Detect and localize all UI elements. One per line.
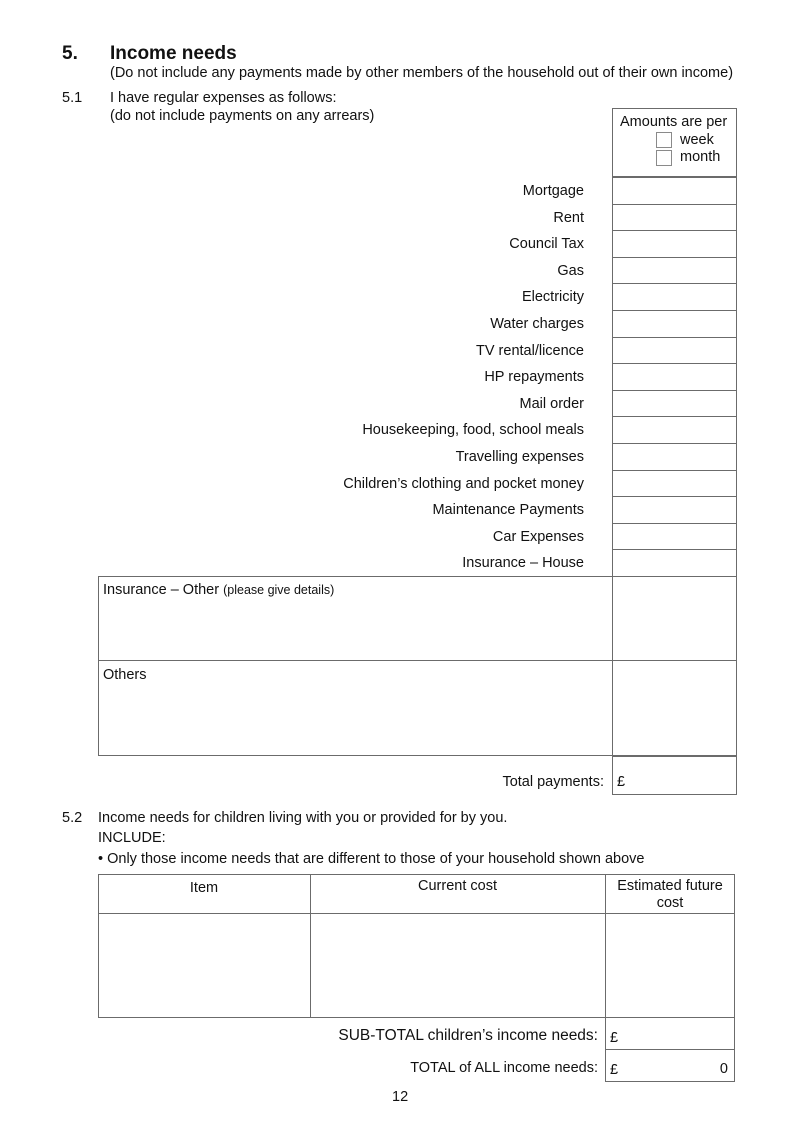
expense-label: Travelling expenses — [455, 449, 584, 465]
expense-amount-field[interactable] — [612, 204, 737, 232]
month-label: month — [680, 149, 721, 165]
expense-label: Rent — [553, 209, 584, 226]
subsection-number-5-2: 5.2 — [62, 810, 83, 826]
insurance-other-label: Insurance – Other (please give details) — [103, 582, 335, 598]
expense-label: Insurance – House — [462, 555, 584, 572]
column-header-current-cost: Current cost — [418, 878, 497, 894]
subtotal-currency: £ — [610, 1030, 619, 1046]
others-amount-field[interactable] — [613, 661, 736, 755]
expense-amount-field[interactable] — [612, 337, 737, 365]
total-all-currency: £ — [610, 1062, 619, 1078]
expense-amount-field[interactable] — [612, 390, 737, 418]
subsection-5-2-line1: Income needs for children living with you or provided for by you. — [98, 810, 508, 826]
total-payments-label: Total payments: — [502, 774, 604, 790]
subtotal-label: SUB-TOTAL children’s income needs: — [338, 1027, 598, 1044]
expense-amount-field[interactable] — [612, 363, 737, 391]
expense-amount-field[interactable] — [612, 496, 737, 524]
total-all-label: TOTAL of ALL income needs: — [410, 1060, 598, 1076]
expense-amount-field[interactable] — [612, 443, 737, 471]
children-item-field[interactable] — [99, 914, 310, 1017]
expense-amount-field[interactable] — [612, 416, 737, 444]
week-label: week — [680, 132, 714, 148]
total-all-cell[interactable] — [605, 1049, 735, 1082]
column-header-item: Item — [189, 880, 219, 896]
expense-amount-field[interactable] — [612, 549, 737, 577]
others-details-field[interactable] — [99, 686, 611, 755]
section-number: 5. — [62, 43, 78, 64]
others-label: Others — [103, 667, 147, 683]
section-title: Income needs — [110, 43, 237, 64]
total-payments-currency: £ — [617, 774, 626, 790]
total-payments-cell[interactable] — [612, 756, 737, 795]
expense-amount-field[interactable] — [612, 283, 737, 311]
expense-label: Electricity — [521, 289, 584, 306]
subsection-5-2-line2: INCLUDE: — [98, 830, 166, 846]
expense-amount-field[interactable] — [612, 257, 737, 285]
column-header-future-cost: Estimated future cost — [617, 878, 723, 911]
subtotal-cell[interactable] — [605, 1017, 735, 1050]
children-current-cost-field[interactable] — [311, 914, 605, 1017]
expense-label: TV rental/licence — [476, 342, 584, 359]
week-checkbox[interactable] — [656, 132, 672, 148]
subsection-5-1-line1: I have regular expenses as follows: — [110, 90, 337, 106]
subsection-5-2-line3: • Only those income needs that are different to those of your household shown above — [98, 851, 645, 867]
expense-amount-field[interactable] — [612, 470, 737, 498]
insurance-other-amount-field[interactable] — [613, 577, 736, 660]
month-checkbox[interactable] — [656, 150, 672, 166]
expense-label: Mortgage — [522, 183, 584, 199]
expense-label: HP repayments — [484, 369, 584, 386]
expense-amount-field[interactable] — [612, 230, 737, 258]
section-note: (Do not include any payments made by other members of the household out of their own income) — [110, 65, 734, 81]
expense-label: Council Tax — [509, 236, 584, 253]
subsection-5-1-line2: (do not include payments on any arrears) — [110, 108, 375, 124]
expense-label: Mail order — [519, 395, 584, 412]
expense-amount-field[interactable] — [612, 310, 737, 338]
subsection-number-5-1: 5.1 — [62, 90, 83, 106]
total-all-value: 0 — [719, 1061, 728, 1077]
insurance-other-details-field[interactable] — [99, 600, 611, 659]
expense-label: Water charges — [490, 316, 584, 332]
expense-amount-field[interactable] — [612, 177, 737, 205]
expense-label: Children’s clothing and pocket money — [343, 475, 584, 492]
expense-label: Gas — [557, 262, 584, 279]
amounts-header-label: Amounts are per — [620, 114, 728, 130]
page-number: 12 — [392, 1089, 409, 1105]
expense-amount-field[interactable] — [612, 523, 737, 551]
children-future-cost-field[interactable] — [606, 914, 734, 1017]
expense-label: Housekeeping, food, school meals — [362, 422, 584, 439]
expense-label: Car Expenses — [492, 528, 584, 545]
expense-label: Maintenance Payments — [432, 502, 584, 519]
